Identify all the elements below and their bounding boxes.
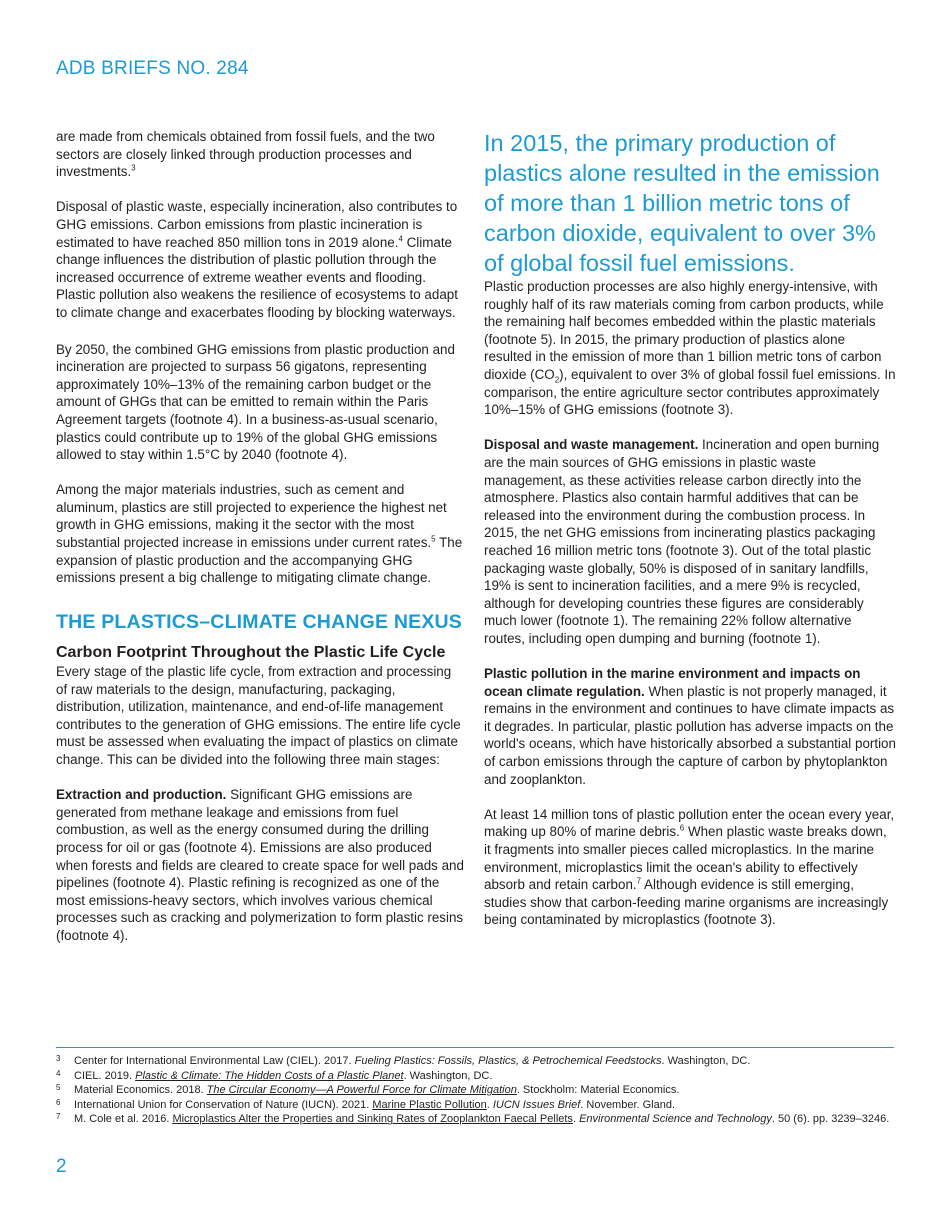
footnote: 5 Material Economics. 2018. The Circular Economy—A Powerful Force for Climate Mitigation. Stockholm: Material Economics. <box>56 1083 680 1097</box>
paragraph: By 2050, the combined GHG emissions from plastic production and incineration are projected to surpass 56 gigatons, representing approximately 10%–13% of the remaining carbon budget or the amount of GHGs that can be emitted to remain within the Paris Agreement targets (footnote 4). In a business-as-usual scenario, plastics could contribute up to 19% of the global GHG emissions allowed to stay within 1.5°C by 2040 (footnote 4). <box>56 341 455 463</box>
footnote: 6 International Union for Conservation of Nature (IUCN). 2021. Marine Plastic Pollution. IUCN Issues Brief. November. Gland. <box>56 1097 676 1111</box>
footnotes <box>56 1054 894 1127</box>
paragraph: Plastic production processes are also highly energy-intensive, with roughly half of its raw materials coming from carbon products, while the remaining half becomes embedded within the plastic materials (footnote 5). In 2015, the primary production of plastics alone resulted in the emission of more than 1 billion metric tons of carbon dioxide $(CO_2)$, equivalent to over 3% of global fossil fuel emissions. In comparison, the entire agriculture sector contributes approximately 10%–15% of GHG emissions (footnote 3). <box>484 279 896 418</box>
footnote: 3 Center for International Environmental Law (CIEL). 2017. Fueling Plastics: Fossils, Plastics, & Petrochemical Feedstocks. Washington, DC. <box>56 1054 751 1067</box>
section-heading: THE PLASTICS–CLIMATE CHANGE NEXUS <box>56 611 463 634</box>
paragraph: At least 14 million tons of plastic pollution enter the ocean every year, making up 80% of marine debris.$^6$ When plastic waste breaks down, it fragments into smaller pieces called microplastics. In the marine environment, microplastics limit the ocean's ability to effectively absorb and retain carbon.$^7$ Although evidence is still emerging, studies show that carbon-feeding marine organisms are increasingly being contaminated by microplastics (footnote 3). <box>484 806 895 928</box>
running-header: ADB BRIEFS NO. 284 <box>56 58 249 79</box>
paragraph: are made from chemicals obtained from fossil fuels, and the two sectors are closely linked through production processes and investments.$^3$ <box>56 129 435 180</box>
footnote: 7 M. Cole et al. 2016. Microplastics Alter the Properties and Sinking Rates of Zooplankton Faecal Pellets. Environmental Science and Technology. 50 (6). pp. 3239–3246. <box>56 1112 890 1126</box>
paragraph: Every stage of the plastic life cycle, from extraction and processing of raw materials to the design, manufacturing, packaging, distribution, utilization, maintenance, and end-of-life management contributes to the generation of GHG emissions. The entire life cycle must be assessed when evaluating the impact of plastics on climate change. This can be divided into the following three main stages: <box>56 664 461 767</box>
footnote: 4 CIEL. 2019. Plastic & Climate: The Hidden Costs of a Plastic Planet. Washington, DC. <box>56 1068 493 1082</box>
footnote-link[interactable]: Plastic & Climate: The Hidden Costs of a Plastic Planet <box>135 1069 404 1082</box>
paragraph: Extraction and production. Significant GHG emissions are generated from methane leakage and emissions from fuel combustion, as well as the energy consumed during the drilling process for oil or gas (footnote 4). Emissions are also produced when forests and fields are cleared to create space for well pads and pipelines (footnote 4). Plastic refining is recognized as one of the most emissions-heavy sectors, which involves various chemical processes such as cracking and polymerization to form plastic resins (footnote 4). <box>56 787 464 943</box>
paragraph: Plastic pollution in the marine environment and impacts on ocean climate regulation. When plastic is not properly managed, it remains in the environment and continues to have climate impacts as it degrades. In particular, plastic pollution has adverse impacts on the world's oceans, which have historically absorbed a substantial portion of carbon emissions through the capture of carbon by phytoplankton and zooplankton. <box>484 666 896 787</box>
footnote-link[interactable]: Marine Plastic Pollution <box>372 1098 487 1111</box>
paragraph: Disposal of plastic waste, especially incineration, also contributes to GHG emissions. Carbon emissions from plastic incineration is estimated to have reached 850 million tons in 2019 alone.$^4$ Climate change influences the distribution of plastic pollution through the increased occurrence of extreme weather events and flooding. Plastic pollution also weakens the resilience of ecosystems to adapt to climate change and exacerbates flooding by blocking waterways. <box>56 199 458 320</box>
page-number: 2 <box>56 1156 67 1177</box>
right-column <box>484 128 896 929</box>
footnote-link[interactable]: Microplastics Alter the Properties and Sinking Rates of Zooplankton Faecal Pellets <box>172 1113 573 1126</box>
left-column <box>56 128 466 945</box>
paragraph: Among the major materials industries, such as cement and aluminum, plastics are still projected to experience the highest net growth in GHG emissions, making it the sector with the most substantial projected increase in emissions under current rates.$^5$ The expansion of plastic production and the accompanying GHG emissions present a big challenge to mitigating climate change. <box>56 482 463 586</box>
footnote-divider <box>56 1047 894 1048</box>
footnote-link[interactable]: The Circular Economy—A Powerful Force for Climate Mitigation <box>206 1084 517 1097</box>
pull-quote: In 2015, the primary production of plastics alone resulted in the emission of more than 1 billion metric tons of carbon dioxide, equivalent to over 3% of global fossil fuel emissions. <box>484 130 880 276</box>
paragraph: Disposal and waste management. Incineration and open burning are the main sources of GHG emissions in plastic waste management, as these activities release carbon directly into the atmosphere. Plastics also contain harmful additives that can be released into the environment during the combustion process. In 2015, the net GHG emissions from incinerating plastics packaging reached 16 million metric tons (footnote 3). Out of the total plastic packaging waste globally, 50% is disposed of in sanitary landfills, 19% is sent to incineration facilities, and a mere 9% is recycled, although for developing countries these figures are considerably much lower (footnote 1). The remaining 22% follow alternative routes, including open dumping and burning (footnote 1). <box>484 437 880 646</box>
subheading: Carbon Footprint Throughout the Plastic Life Cycle <box>56 644 446 662</box>
